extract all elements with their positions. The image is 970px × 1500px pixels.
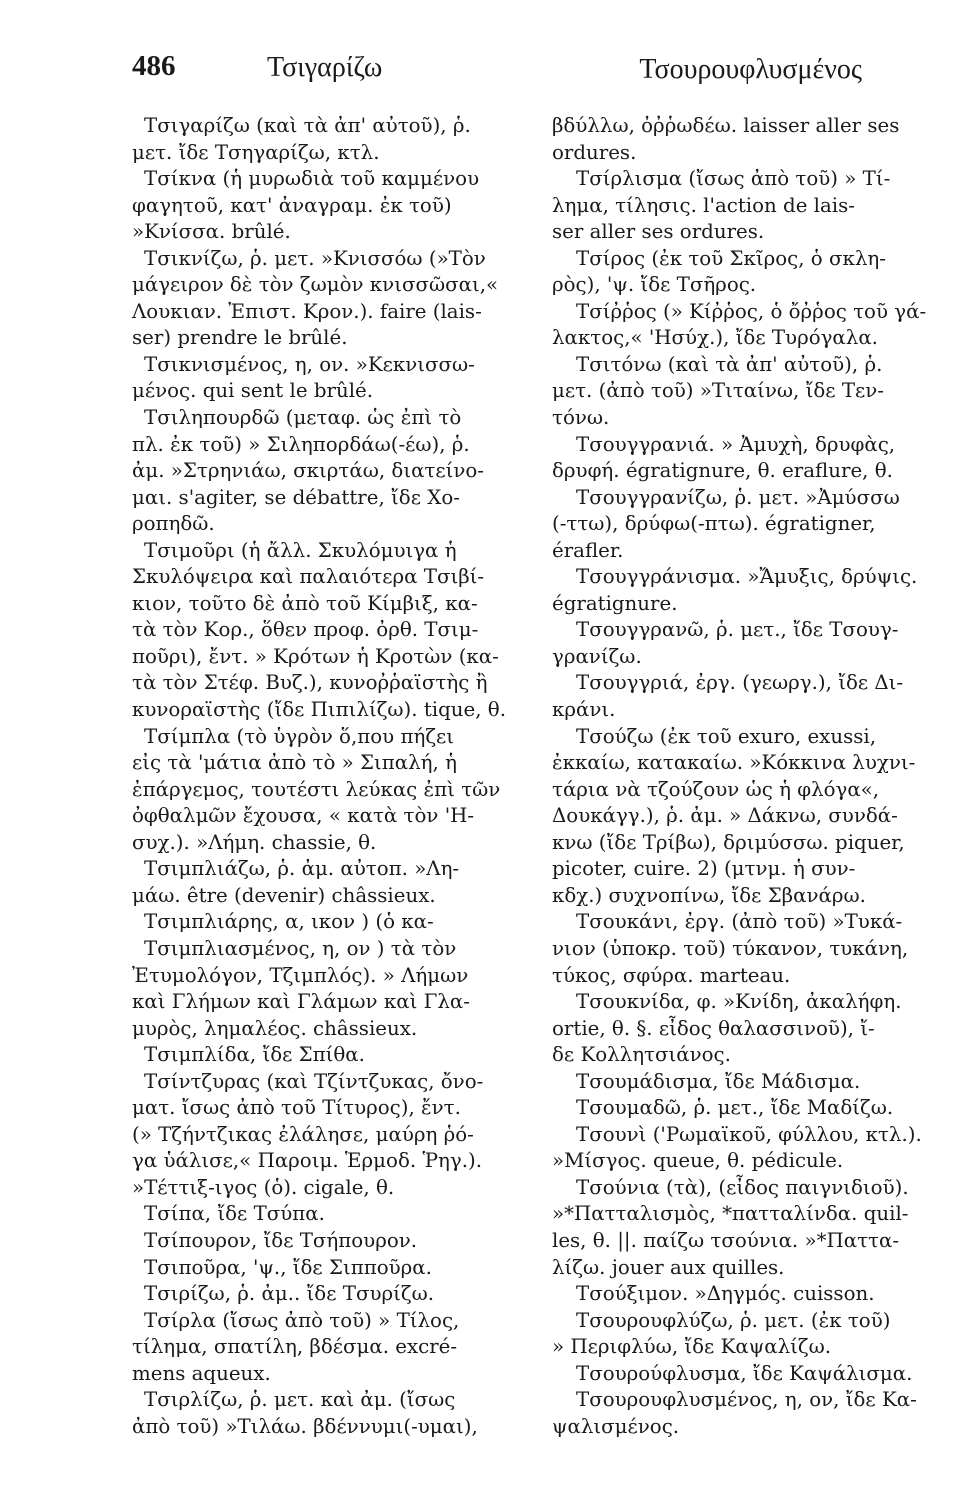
entry-line: Σκυλόψειρα καὶ παλαιότερα Τσιβί- bbox=[132, 565, 485, 589]
entry-line: δρυφή. égratignure, θ. eraflure, θ. bbox=[552, 459, 893, 483]
entry-line: Τσουκνίδα, φ. »Κνίδη, ἀκαλήφη. bbox=[576, 990, 902, 1014]
entry-line: Τσιμπλίδα, ἴδε Σπίθα. bbox=[144, 1043, 365, 1067]
right-running-headword: Τσουρουφλυσμένος bbox=[639, 54, 862, 85]
entry-line: ροπηδῶ. bbox=[132, 512, 215, 536]
entry-line: Τσουγγριά, ἐργ. (γεωργ.), ἴδε Δι- bbox=[576, 671, 904, 695]
entry-line: Τσουγγρανιά. » Ἀμυχὴ, δρυφὰς, bbox=[576, 432, 896, 456]
entry-line: Τσουρουφλυσμένος, η, ον, ἴδε Κα- bbox=[576, 1388, 917, 1412]
entry-line: Τσίμπλα (τὸ ὑγρὸν ὅ,που πήζει bbox=[144, 724, 455, 748]
page-number: 486 bbox=[132, 50, 176, 82]
entry-line: (» Τζήντζικας ἐλάλησε, μαύρη ῥό- bbox=[132, 1122, 474, 1146]
entry-line: »Τέττιξ-ιγος (ὁ). cigale, θ. bbox=[132, 1175, 395, 1199]
entry-line: Τσιμπλιασμένος, η, ον ) τὰ τὸν bbox=[144, 936, 457, 960]
entry-line: Τσουκάνι, ἐργ. (ἀπὸ τοῦ) »Τυκά- bbox=[576, 910, 903, 934]
entry-line: ortie, θ. §. εἶδος θαλασσινοῦ), ἴ- bbox=[552, 1016, 875, 1040]
entry-line: λίζω. jouer aux quilles. bbox=[552, 1255, 785, 1279]
entry-line: ρὸς), 'ψ. ἴδε Τσῆρος. bbox=[552, 273, 757, 297]
entry-line: γρανίζω. bbox=[552, 644, 642, 668]
entry-line: ἀμ. »Στρηνιάω, σκιρτάω, διατείνο- bbox=[132, 459, 484, 483]
entry-line: μετ. ἴδε Τσηγαρίζω, κτλ. bbox=[132, 140, 380, 164]
entry-line: μένος. qui sent le brûlé. bbox=[132, 379, 374, 403]
entry-line: συχ.). »Λήμη. chassie, θ. bbox=[132, 830, 377, 854]
entry-line: Τσουγγράνισμα. »Ἄμυξις, δρύψις. bbox=[576, 565, 918, 589]
entry-line: μυρὸς, λημαλέος. châssieux. bbox=[132, 1016, 418, 1040]
entry-line: Τσούξιμον. »Δηγμός. cuisson. bbox=[576, 1282, 875, 1306]
entry-line: κράνι. bbox=[552, 698, 616, 722]
entry-line: »Κνίσσα. brûlé. bbox=[132, 220, 291, 244]
entry-line: égratignure. bbox=[552, 591, 678, 615]
entry-line: Τσουμαδῶ, ῥ. μετ., ἴδε Μαδίζω. bbox=[576, 1096, 894, 1120]
entry-line: mens aqueux. bbox=[132, 1361, 271, 1385]
entry-line: Τσικνίζω, ῥ. μετ. »Κνισσόω (»Τὸν bbox=[144, 246, 486, 270]
entry-line: Τσιληπουρδῶ (μεταφ. ὡς ἐπὶ τὸ bbox=[144, 406, 462, 430]
entry-line: Ἐτυμολόγον, Τζιμπλός). » Λήμων bbox=[132, 963, 469, 987]
entry-line: Τσίκνα (ἡ μυρωδιὰ τοῦ καμμένου bbox=[144, 167, 480, 191]
entry-line: Τσιτόνω (καὶ τὰ ἀπ' αὐτοῦ), ῥ. bbox=[576, 352, 883, 376]
entry-line: τύκος, σφύρα. marteau. bbox=[552, 963, 791, 987]
right-column bbox=[552, 113, 962, 1440]
entry-line: Τσιρλίζω, ῥ. μετ. καὶ ἀμ. (ἴσως bbox=[144, 1388, 456, 1412]
entry-line: μάω. être (devenir) châssieux. bbox=[132, 883, 436, 907]
entry-line: μάγειρον δὲ τὸν ζωμὸν κνισσῶσαι,« bbox=[132, 273, 499, 297]
entry-line: Δουκάγγ.), ῥ. ἀμ. » Δάκνω, συνδά- bbox=[552, 804, 898, 828]
entry-line: Λουκιαν. Ἐπιστ. Κρον.). faire (lais- bbox=[132, 299, 482, 323]
entry-line: τάρια νὰ τζούζουν ὡς ἡ φλόγα«, bbox=[552, 777, 880, 801]
entry-line: Τσιποῦρα, 'ψ., ἴδε Σιπποῦρα. bbox=[144, 1255, 432, 1279]
entry-line: Τσίῤῥος (» Κίῤῥος, ὁ ὄῤῥος τοῦ γά- bbox=[576, 299, 927, 323]
entry-line: Τσίρος (ἐκ τοῦ Σκῖρος, ὁ σκλη- bbox=[576, 246, 886, 270]
left-column bbox=[132, 113, 528, 1440]
entry-line: »*Πατταλισμὸς, *πατταλίνδα. quil- bbox=[552, 1202, 909, 1226]
entry-line: καὶ Γλήμων καὶ Γλάμων καὶ Γλα- bbox=[132, 990, 470, 1014]
entry-line: κυνοραϊστὴς (ἴδε Πιπιλίζω). tique, θ. bbox=[132, 698, 507, 722]
entry-line: les, θ. ||. παίζω τσούνια. »*Παττα- bbox=[552, 1228, 900, 1252]
entry-line: λακτος,« 'Ησύχ.), ἴδε Τυρόγαλα. bbox=[552, 326, 878, 350]
entry-line: κδχ.) συχνοπίνω, ἴδε Σβανάρω. bbox=[552, 883, 866, 907]
running-header bbox=[132, 50, 962, 94]
entry-line: Τσουγγρανῶ, ῥ. μετ., ἴδε Τσουγ- bbox=[576, 618, 899, 642]
entry-line: μετ. (ἀπὸ τοῦ) »Τιταίνω, ἴδε Τεν- bbox=[552, 379, 884, 403]
entry-line: ser) prendre le brûlé. bbox=[132, 326, 348, 350]
entry-line: picoter, cuire. 2) (μτνμ. ἡ συν- bbox=[552, 857, 856, 881]
entry-line: ser aller ses ordures. bbox=[552, 220, 765, 244]
entry-line: μαι. s'agiter, se débattre, ἴδε Χο- bbox=[132, 485, 460, 509]
left-running-headword: Τσιγαρίζω bbox=[267, 52, 383, 83]
entry-line: Τσιμοῦρι (ἡ ἄλλ. Σκυλόμυιγα ἡ bbox=[144, 538, 457, 562]
entry-line: »Μίσγος. queue, θ. pédicule. bbox=[552, 1149, 844, 1173]
entry-line: Τσιμπλιάζω, ῥ. ἀμ. αὐτοπ. »Λη- bbox=[144, 857, 460, 881]
entry-line: τίλημα, σπατίλη, βδέσμα. excré- bbox=[132, 1335, 458, 1359]
entry-line: κιον, τοῦτο δὲ ἀπὸ τοῦ Κίμβιξ, κα- bbox=[132, 591, 478, 615]
entry-line: ordures. bbox=[552, 140, 637, 164]
entry-line: Τσίρλα (ἴσως ἀπὸ τοῦ) » Τίλος, bbox=[144, 1308, 460, 1332]
entry-line: τὰ τὸν Στέφ. Βυζ.), κυνοῤῥαϊστὴς ἢ bbox=[132, 671, 488, 695]
entry-line: Τσιρίζω, ῥ. ἀμ.. ἴδε Τσυρίζω. bbox=[144, 1282, 434, 1306]
entry-line: γα ὑάλισε,« Παροιμ. Ἑρμοδ. Ῥηγ.). bbox=[132, 1149, 483, 1173]
entry-line: Τσίπουρον, ἴδε Τσήπουρον. bbox=[144, 1228, 418, 1252]
entry-line: Τσουρουφλύζω, ῥ. μετ. (ἐκ τοῦ) bbox=[576, 1308, 891, 1332]
entry-line: λημα, τίλησις. l'action de lais- bbox=[552, 193, 855, 217]
entry-line: κνω (ἴδε Τρίβω), δριμύσσω. piquer, bbox=[552, 830, 905, 854]
entry-line: ματ. ἴσως ἀπὸ τοῦ Τίτυρος), ἔντ. bbox=[132, 1096, 461, 1120]
entry-line: Τσουνὶ ('Ρωμαϊκοῦ, φύλλου, κτλ.). bbox=[576, 1122, 922, 1146]
entry-line: ἐκκαίω, κατακαίω. »Κόκκινα λυχνι- bbox=[552, 751, 916, 775]
entry-line: Τσίντζυρας (καὶ Τζίντζυκας, ὄνο- bbox=[144, 1069, 484, 1093]
entry-line: » Περιφλύω, ἴδε Καψαλίζω. bbox=[552, 1335, 832, 1359]
entry-line: τὰ τὸν Κορ., ὅθεν προφ. ὀρθ. Τσιμ- bbox=[132, 618, 479, 642]
entry-line: Τσίπα, ἴδε Τσύπα. bbox=[144, 1202, 325, 1226]
entry-line: érafler. bbox=[552, 538, 624, 562]
entry-line: δε Κολλητσιάνος. bbox=[552, 1043, 731, 1067]
entry-line: Τσιμπλιάρης, α, ικον ) (ὁ κα- bbox=[144, 910, 434, 934]
entry-line: Τσουμάδισμα, ἴδε Μάδισμα. bbox=[576, 1069, 861, 1093]
entry-line: φαγητοῦ, κατ' ἀναγραμ. ἐκ τοῦ) bbox=[132, 193, 452, 217]
entry-line: (-ττω), δρύφω(-πτω). égratigner, bbox=[552, 512, 876, 536]
entry-line: νιον (ὑποκρ. τοῦ) τύκανον, τυκάνη, bbox=[552, 936, 909, 960]
entry-line: ποῦρι), ἔντ. » Κρότων ἡ Κροτὼν (κα- bbox=[132, 644, 499, 668]
entry-line: ψαλισμένος. bbox=[552, 1414, 680, 1438]
entry-line: βδύλλω, ὀῤῥωδέω. laisser aller ses bbox=[552, 114, 900, 137]
entry-line: εἰς τὰ 'μάτια ἀπὸ τὸ » Σιπαλή, ἡ bbox=[132, 751, 457, 775]
entry-line: πλ. ἐκ τοῦ) » Σιληπορδάω(-έω), ῥ. bbox=[132, 432, 470, 456]
entry-line: τόνω. bbox=[552, 406, 610, 430]
entry-line: Τσικνισμένος, η, ον. »Κεκνισσω- bbox=[144, 352, 475, 376]
entry-line: ὀφθαλμῶν ἔχουσα, « κατὰ τὸν 'Η- bbox=[132, 804, 475, 828]
entry-line: Τσούζω (ἐκ τοῦ exuro, exussi, bbox=[576, 724, 876, 748]
entry-line: Τσουρούφλυσμα, ἴδε Καψάλισμα. bbox=[576, 1361, 913, 1385]
entry-line: Τσιγαρίζω (καὶ τὰ ἀπ' αὐτοῦ), ῥ. bbox=[144, 114, 471, 137]
entry-line: Τσουγγρανίζω, ῥ. μετ. »Ἀμύσσω bbox=[576, 485, 900, 509]
entry-line: Τσίρλισμα (ἴσως ἀπὸ τοῦ) » Τί- bbox=[576, 167, 891, 191]
entry-line: ἐπάργεμος, τουτέστι λεύκας ἐπὶ τῶν bbox=[132, 777, 501, 801]
entry-line: ἀπὸ τοῦ) »Τιλάω. βδέννυμι(-υμαι), bbox=[132, 1414, 478, 1438]
entry-line: Τσούνια (τὰ), (εἶδος παιγνιδιοῦ). bbox=[576, 1175, 909, 1199]
